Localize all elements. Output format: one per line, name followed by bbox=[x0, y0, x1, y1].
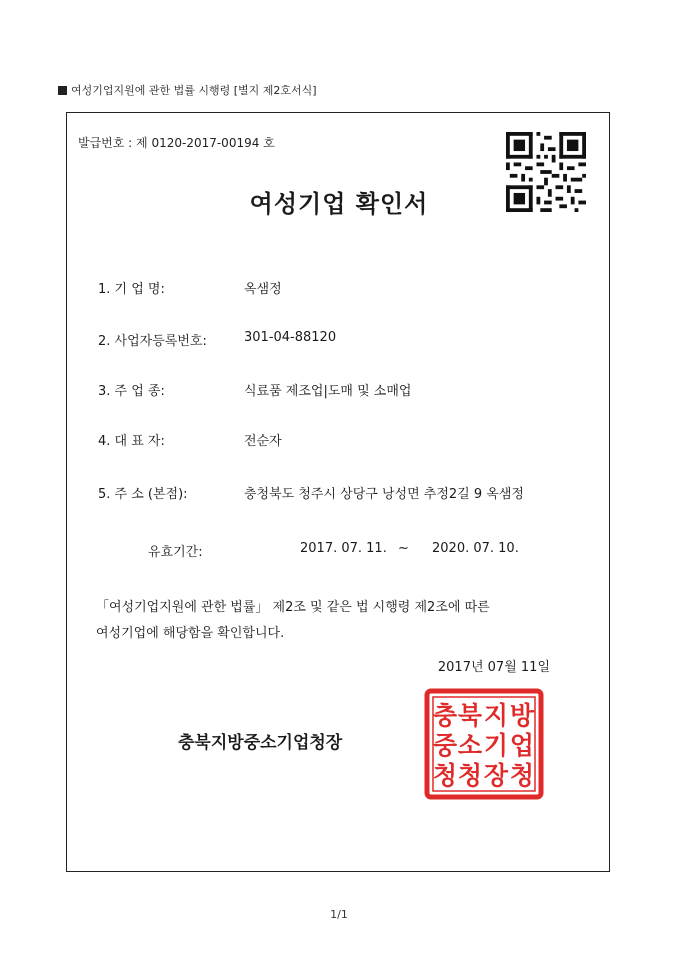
field-value: 전순자 bbox=[244, 434, 282, 449]
page-number: 1/1 bbox=[330, 908, 348, 921]
field-value: 충청북도 청주시 상당구 낭성면 추정2길 9 옥샘정 bbox=[244, 487, 524, 502]
seal-char: 충 bbox=[432, 701, 458, 730]
validity-label: 유효기간: bbox=[148, 545, 203, 560]
field-label: 1. 기 업 명: bbox=[98, 282, 165, 297]
validity-end: 2020. 07. 10. bbox=[432, 541, 519, 556]
seal-char: 업 bbox=[509, 731, 535, 760]
issue-date: 2017년 07월 11일 bbox=[437, 660, 550, 675]
official-seal-icon bbox=[424, 688, 544, 800]
statement-line-2: 여성기업에 해당함을 확인합니다. bbox=[96, 626, 285, 641]
seal-char: 소 bbox=[457, 731, 483, 760]
seal-char: 기 bbox=[483, 731, 509, 760]
seal-char: 청 bbox=[457, 761, 483, 790]
field-label: 2. 사업자등록번호: bbox=[98, 334, 207, 349]
field-label: 4. 대 표 자: bbox=[98, 434, 165, 449]
document-title: 여성기업 확인서 bbox=[249, 190, 429, 218]
statement-line-1: 「여성기업지원에 관한 법률」 제2조 및 같은 법 시행령 제2조에 따른 bbox=[96, 600, 490, 615]
seal-char: 지 bbox=[483, 701, 509, 730]
field-value: 301-04-88120 bbox=[244, 330, 337, 345]
form-reference bbox=[58, 82, 317, 98]
field-label: 5. 주 소 (본점): bbox=[98, 487, 188, 502]
seal-char: 청 bbox=[432, 761, 458, 790]
validity-separator: ~ bbox=[398, 541, 409, 556]
field-value: 옥샘정 bbox=[244, 282, 282, 297]
square-bullet-icon bbox=[58, 86, 67, 95]
field-value: 식료품 제조업|도매 및 소매업 bbox=[244, 384, 412, 399]
field-label: 3. 주 업 종: bbox=[98, 384, 165, 399]
validity-start: 2017. 07. 11. bbox=[300, 541, 387, 556]
issuer-name: 충북지방중소기업청장 bbox=[178, 733, 343, 753]
issue-number: 발급번호 : 제 0120-2017-00194 호 bbox=[78, 136, 275, 150]
seal-char: 중 bbox=[432, 731, 458, 760]
seal-char: 청 bbox=[509, 761, 535, 790]
seal-char: 장 bbox=[483, 761, 509, 790]
seal-char: 북 bbox=[457, 701, 483, 730]
seal-char: 방 bbox=[509, 701, 535, 730]
form-reference-text: 여성기업지원에 관한 법률 시행령 [별지 제2호서식] bbox=[71, 84, 317, 97]
